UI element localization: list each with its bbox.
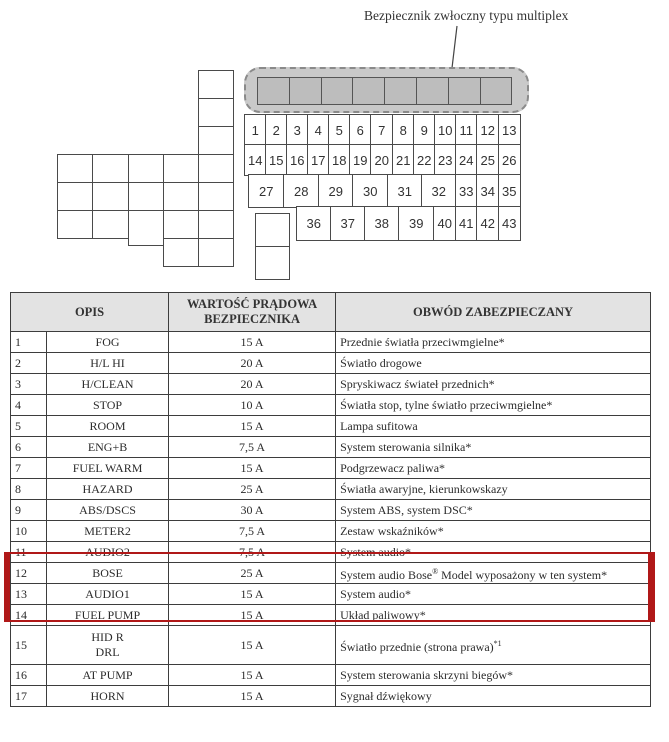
protected-circuit: System ABS, system DSC*	[340, 502, 473, 517]
fuse-number	[11, 584, 47, 605]
table-row	[11, 521, 651, 542]
fuse-number-text: 3	[15, 376, 21, 391]
fuse-number	[11, 437, 47, 458]
fuse-rating-text: 10 A	[240, 397, 264, 412]
fuse-name: FOG	[95, 334, 120, 349]
fuse-name-cell	[47, 416, 169, 437]
fuse-name: H/L HI	[90, 355, 125, 370]
relay-slot	[198, 154, 234, 183]
fuse-slot: 24	[455, 144, 478, 176]
circuit-superscript: *1	[493, 638, 502, 648]
fuse-rating-text: 15 A	[240, 607, 264, 622]
fuse-number-text: 10	[15, 523, 27, 538]
protected-circuit: System sterowania silnika*	[340, 439, 472, 454]
fuse-name-cell	[47, 437, 169, 458]
fuse-number-text: 16	[15, 667, 27, 682]
fuse-name-cell	[47, 665, 169, 686]
protected-circuit-cell	[336, 332, 651, 353]
fuse-slot: 28	[283, 174, 320, 208]
fuse-slot: 35	[498, 174, 521, 208]
protected-circuit: Światło przednie (strona prawa)	[340, 639, 494, 654]
multiplex-fuse-slot	[384, 77, 417, 105]
fuse-name-cell	[47, 332, 169, 353]
fuse-rating-text: 15 A	[240, 688, 264, 703]
fuse-slot: 29	[318, 174, 354, 208]
fuse-rating	[169, 584, 336, 605]
fuse-rating	[169, 395, 336, 416]
protected-circuit-cell	[336, 500, 651, 521]
relay-slot	[163, 182, 199, 211]
table-row	[11, 479, 651, 500]
fuse-slot: 23	[434, 144, 457, 176]
protected-circuit-tail: Model wyposażony w ten system*	[438, 567, 608, 582]
table-row	[11, 626, 651, 665]
multiplex-callout-label: Bezpiecznik zwłoczny typu multiplex	[364, 8, 569, 23]
fuse-rating-text: 15 A	[240, 418, 264, 433]
fuse-rating	[169, 626, 336, 665]
highlight-bar-left	[4, 552, 10, 622]
fuse-number-text: 11	[15, 544, 27, 559]
fuse-slot: 39	[398, 206, 435, 241]
protected-circuit: Sygnał dźwiękowy	[340, 688, 432, 703]
fuse-number-text: 14	[15, 607, 27, 622]
fuse-rating	[169, 605, 336, 626]
table-row	[11, 584, 651, 605]
fuse-rating	[169, 686, 336, 707]
fuse-slot: 26	[498, 144, 521, 176]
protected-circuit: Lampa sufitowa	[340, 418, 418, 433]
fuse-slot: 41	[455, 206, 478, 241]
fuse-rating	[169, 563, 336, 584]
relay-slot	[198, 210, 234, 239]
fuse-number	[11, 332, 47, 353]
protected-circuit: Spryskiwacz świateł przednich*	[340, 376, 495, 391]
relay-slot	[57, 182, 93, 211]
fuse-rating	[169, 500, 336, 521]
multiplex-fuse-slot	[448, 77, 481, 105]
header-wartosc-line1: WARTOŚĆ PRĄDOWA	[186, 297, 318, 311]
protected-circuit: Przednie światła przeciwmgielne*	[340, 334, 505, 349]
fuse-name: AUDIO1	[85, 586, 130, 601]
fuse-number-text: 6	[15, 439, 21, 454]
multiplex-fuse-slot	[352, 77, 385, 105]
fuse-rating	[169, 521, 336, 542]
multiplex-fuse-slot	[480, 77, 513, 105]
fuse-name: HORN	[90, 688, 125, 703]
fuse-rating	[169, 479, 336, 500]
protected-circuit-cell	[336, 584, 651, 605]
fuse-name-cell	[47, 563, 169, 584]
fuse-number	[11, 500, 47, 521]
fuse-name: STOP	[92, 397, 123, 412]
protected-circuit: Światła awaryjne, kierunkowskazy	[340, 481, 508, 496]
protected-circuit-cell	[336, 563, 651, 584]
fuse-rating	[169, 332, 336, 353]
fuse-slot: 3	[286, 114, 309, 146]
fuse-name-cell	[47, 626, 169, 665]
fuse-rating	[169, 437, 336, 458]
fuse-name: HAZARD	[82, 481, 133, 496]
protected-circuit: Podgrzewacz paliwa*	[340, 460, 446, 475]
relay-slot	[57, 210, 93, 239]
fuse-rating-text: 7,5 A	[239, 544, 266, 559]
protected-circuit-cell	[336, 665, 651, 686]
fuse-slot: 19	[349, 144, 372, 176]
fuse-name: METER2	[84, 523, 131, 538]
protected-circuit-cell	[336, 458, 651, 479]
relay-slot	[198, 98, 234, 127]
table-row	[11, 500, 651, 521]
table-row	[11, 458, 651, 479]
relay-slot	[57, 154, 93, 183]
table-row	[11, 395, 651, 416]
protected-circuit-cell	[336, 521, 651, 542]
protected-circuit: System audio*	[340, 586, 412, 601]
protected-circuit-cell	[336, 353, 651, 374]
protected-circuit: System audio Bose	[340, 567, 433, 582]
fuse-slot: 4	[307, 114, 330, 146]
fuse-number	[11, 563, 47, 584]
fuse-number	[11, 665, 47, 686]
fuse-number-text: 13	[15, 586, 27, 601]
fuse-name-cell	[47, 584, 169, 605]
protected-circuit: Światła stop, tylne światło przeciwmgielne*	[340, 397, 553, 412]
table-row	[11, 542, 651, 563]
multiplex-fuse-slot	[321, 77, 354, 105]
fuse-rating-text: 25 A	[240, 481, 264, 496]
fuse-slot: 14	[244, 144, 267, 176]
fuse-number	[11, 416, 47, 437]
fuse-slot: 42	[476, 206, 500, 241]
fuse-slot: 5	[328, 114, 351, 146]
protected-circuit: Światło drogowe	[340, 355, 422, 370]
header-opis: OPIS	[11, 293, 169, 332]
multiplex-fuse-block	[244, 67, 529, 113]
fuse-number-text: 4	[15, 397, 21, 412]
protected-circuit-cell	[336, 626, 651, 665]
fuse-name-cell	[47, 353, 169, 374]
fuse-rating-text: 15 A	[240, 460, 264, 475]
fuse-name-cell	[47, 500, 169, 521]
fuse-slot: 18	[328, 144, 351, 176]
fuse-slot: 40	[433, 206, 457, 241]
protected-circuit: System audio*	[340, 544, 412, 559]
fuse-number-text: 17	[15, 688, 27, 703]
fuse-name-line2: DRL	[95, 645, 120, 659]
relay-slot	[128, 182, 164, 211]
fuse-name: BOSE	[92, 565, 123, 580]
fuse-rating-text: 20 A	[240, 376, 264, 391]
fuse-rating	[169, 416, 336, 437]
fuse-slot: 25	[476, 144, 500, 176]
fuse-table	[10, 292, 651, 707]
protected-circuit-cell	[336, 542, 651, 563]
fuse-name: AUDIO2	[85, 544, 130, 559]
multiplex-fuse-slot	[289, 77, 322, 105]
header-wartosc	[169, 293, 336, 332]
fuse-number	[11, 479, 47, 500]
fuse-name: HID R	[91, 630, 124, 644]
protected-circuit-cell	[336, 416, 651, 437]
table-row	[11, 605, 651, 626]
small-relay-bottom	[255, 246, 290, 280]
fuse-slot: 12	[476, 114, 500, 146]
fuse-rating	[169, 458, 336, 479]
fuse-name-cell	[47, 605, 169, 626]
highlight-bar-right	[648, 552, 654, 622]
fuse-slot: 9	[413, 114, 436, 146]
relay-slot	[198, 182, 234, 211]
fuse-name: FUEL PUMP	[74, 607, 141, 622]
fuse-number	[11, 395, 47, 416]
fuse-number	[11, 626, 47, 665]
fuse-number-text: 8	[15, 481, 21, 496]
protected-circuit-cell	[336, 686, 651, 707]
protected-circuit: System sterowania skrzyni biegów*	[340, 667, 514, 682]
fuse-rating-text: 15 A	[240, 667, 264, 682]
relay-slot	[163, 210, 199, 239]
fuse-name-cell	[47, 521, 169, 542]
fuse-rating-text: 7,5 A	[239, 523, 266, 538]
circuit-superscript: ®	[432, 566, 439, 576]
fuse-slot: 6	[349, 114, 372, 146]
fuse-rating-text: 15 A	[240, 637, 264, 652]
fuse-rating-text: 15 A	[240, 586, 264, 601]
fuse-slot: 7	[370, 114, 394, 146]
fuse-number-text: 2	[15, 355, 21, 370]
fuse-number	[11, 605, 47, 626]
fuse-slot: 11	[455, 114, 478, 146]
fuse-slot: 37	[330, 206, 366, 241]
fuse-slot: 33	[455, 174, 478, 208]
fuse-slot: 16	[286, 144, 309, 176]
fuse-number-text: 7	[15, 460, 21, 475]
fuse-number-text: 12	[15, 565, 27, 580]
fuse-slot: 1	[244, 114, 267, 146]
relay-slot	[128, 210, 164, 246]
fuse-number-text: 1	[15, 334, 21, 349]
protected-circuit: Układ paliwowy*	[340, 607, 426, 622]
relay-slot	[198, 70, 234, 99]
multiplex-fuse-slot	[257, 77, 290, 105]
table-header-row	[11, 293, 651, 332]
fuse-number-text: 9	[15, 502, 21, 517]
fuse-slot: 13	[498, 114, 521, 146]
relay-slot	[92, 182, 129, 211]
fuse-slot: 21	[392, 144, 415, 176]
fuse-slot: 22	[413, 144, 436, 176]
fuse-name: ROOM	[89, 418, 126, 433]
fuse-rating	[169, 353, 336, 374]
fuse-number-text: 15	[15, 637, 27, 652]
multiplex-fuse-slot	[416, 77, 449, 105]
fuse-slot: 27	[248, 174, 285, 208]
fuse-number-text: 5	[15, 418, 21, 433]
fuse-rating	[169, 542, 336, 563]
fuse-number	[11, 353, 47, 374]
fuse-name: ENG+B	[87, 439, 128, 454]
protected-circuit: Zestaw wskaźników*	[340, 523, 444, 538]
fuse-rating-text: 30 A	[240, 502, 264, 517]
relay-slot	[128, 154, 164, 183]
relay-slot	[92, 154, 129, 183]
fuse-name-cell	[47, 479, 169, 500]
header-obwod: OBWÓD ZABEZPIECZANY	[336, 293, 651, 332]
table-row	[11, 374, 651, 395]
fuse-name-cell	[47, 395, 169, 416]
protected-circuit-cell	[336, 437, 651, 458]
table-row	[11, 437, 651, 458]
fuse-slot: 43	[498, 206, 521, 241]
fuse-slot: 10	[434, 114, 457, 146]
fuse-slot: 32	[421, 174, 457, 208]
fuse-slot: 20	[370, 144, 394, 176]
fuse-name-cell	[47, 374, 169, 395]
fuse-slot: 31	[387, 174, 423, 208]
protected-circuit-cell	[336, 479, 651, 500]
table-row	[11, 332, 651, 353]
table-row	[11, 416, 651, 437]
fuse-number	[11, 374, 47, 395]
fuse-slot: 8	[392, 114, 415, 146]
fuse-number	[11, 458, 47, 479]
relay-slot	[163, 154, 199, 183]
fuse-name-cell	[47, 686, 169, 707]
fuse-name: ABS/DSCS	[79, 502, 136, 517]
fuse-name-cell	[47, 542, 169, 563]
relay-slot	[198, 238, 234, 267]
fuse-rating-text: 25 A	[240, 565, 264, 580]
fuse-rating	[169, 374, 336, 395]
fuse-slot: 36	[296, 206, 332, 241]
fuse-name-cell	[47, 458, 169, 479]
fuse-number	[11, 521, 47, 542]
small-relay-top	[255, 213, 290, 247]
table-row	[11, 563, 651, 584]
fuse-rating-text: 20 A	[240, 355, 264, 370]
protected-circuit-cell	[336, 605, 651, 626]
fuse-slot: 34	[476, 174, 500, 208]
table-row	[11, 353, 651, 374]
fuse-name: AT PUMP	[82, 667, 133, 682]
table-row	[11, 686, 651, 707]
fuse-number	[11, 542, 47, 563]
header-wartosc-line2: BEZPIECZNIKA	[204, 312, 300, 326]
fuse-name: H/CLEAN	[81, 376, 134, 391]
fuse-name: FUEL WARM	[72, 460, 143, 475]
fuse-rating-text: 7,5 A	[239, 439, 266, 454]
table-row	[11, 665, 651, 686]
protected-circuit-cell	[336, 395, 651, 416]
fuse-rating-text: 15 A	[240, 334, 264, 349]
fuse-rating	[169, 665, 336, 686]
fuse-slot: 30	[352, 174, 389, 208]
fuse-slot: 2	[265, 114, 288, 146]
relay-slot	[92, 210, 129, 239]
fuse-slot: 38	[364, 206, 400, 241]
protected-circuit-cell	[336, 374, 651, 395]
fuse-number	[11, 686, 47, 707]
relay-slot	[163, 238, 199, 267]
relay-slot	[198, 126, 234, 155]
fuse-slot: 17	[307, 144, 330, 176]
fuse-slot: 15	[265, 144, 288, 176]
